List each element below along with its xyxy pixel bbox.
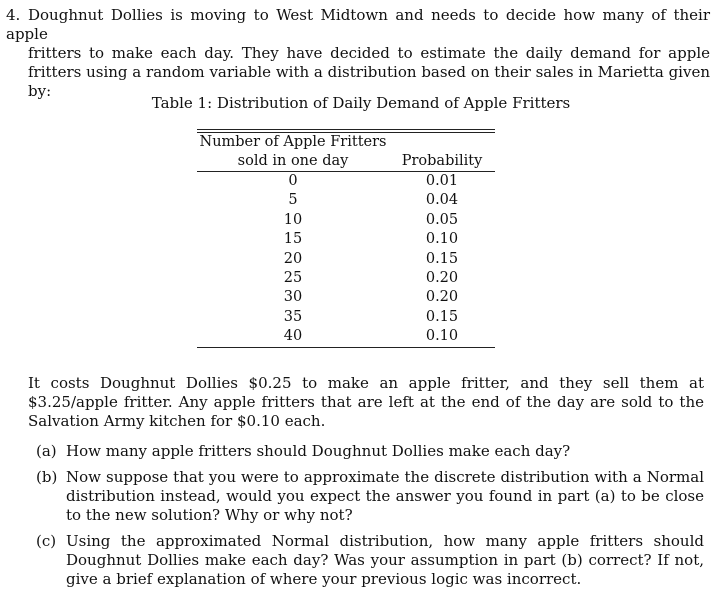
header-count-line1: Number of Apple Fritters xyxy=(199,134,387,150)
row-count: 5 xyxy=(288,192,298,209)
row-prob: 0.15 xyxy=(425,308,459,325)
row-count: 10 xyxy=(283,211,303,228)
table-caption: Table 1: Distribution of Daily Demand of Apple Fritters xyxy=(151,94,571,112)
part-c xyxy=(28,532,704,589)
table-header-row xyxy=(197,133,495,171)
problem-number: 4. xyxy=(6,6,21,24)
table-bottom-rule xyxy=(197,347,495,348)
part-a xyxy=(28,442,704,461)
part-label: (b) xyxy=(36,468,58,486)
table-row xyxy=(197,191,495,210)
row-prob: 0.01 xyxy=(425,173,459,189)
row-prob: 0.05 xyxy=(425,211,459,228)
row-prob: 0.20 xyxy=(425,289,459,306)
row-prob: 0.10 xyxy=(425,231,459,248)
table-row xyxy=(197,250,495,269)
demand-table xyxy=(197,133,495,347)
problem-first-line xyxy=(6,6,710,44)
part-text: Now suppose that you were to approximate the discrete distribution with a Normal distribution instead, would you expect the answer you found in part (a) to be close to the new solution? Why or why not? xyxy=(66,468,704,524)
row-count: 30 xyxy=(283,289,303,306)
part-text: Using the approximated Normal distribution, how many apple fritters should Doughnut Dollies make each day? Was your assumption in part (b) correct? If not, give a brief explanation of where your previous logic was incorrect. xyxy=(66,532,704,588)
problem-statement xyxy=(6,6,710,101)
table-row xyxy=(197,288,495,307)
header-count xyxy=(197,133,389,171)
part-label: (a) xyxy=(36,442,57,460)
table-row xyxy=(197,269,495,288)
header-probability: Probability xyxy=(401,153,483,169)
table-row xyxy=(197,211,495,230)
part-label: (c) xyxy=(36,532,57,550)
row-count: 15 xyxy=(283,231,303,248)
row-count: 35 xyxy=(283,308,303,325)
part-b xyxy=(28,468,704,525)
demand-table-container xyxy=(197,129,495,348)
row-count: 25 xyxy=(283,270,303,287)
table-row xyxy=(197,172,495,191)
row-prob: 0.15 xyxy=(425,250,459,267)
row-prob: 0.20 xyxy=(425,270,459,287)
table-row xyxy=(197,308,495,327)
row-count: 20 xyxy=(283,250,303,267)
question-parts xyxy=(28,442,704,596)
row-prob: 0.10 xyxy=(425,328,459,345)
table-row xyxy=(197,230,495,249)
row-count: 0 xyxy=(288,173,298,189)
cost-paragraph: It costs Doughnut Dollies $0.25 to make an apple fritter, and they sell them at $3.25/apple fritter. Any apple fritters that are left at the end of the day are sold to the Salvation Army kitchen for $0.10 each. xyxy=(28,374,704,430)
table-row xyxy=(197,327,495,346)
row-count: 40 xyxy=(283,328,303,345)
header-count-line2: sold in one day xyxy=(237,153,349,169)
problem-intro-line1: Doughnut Dollies is moving to West Midtown and needs to decide how many of their apple xyxy=(6,6,710,43)
part-text: How many apple fritters should Doughnut Dollies make each day? xyxy=(66,442,571,460)
problem-intro-rest: fritters to make each day. They have decided to estimate the daily demand for apple fritters using a random variable with a distribution based on their sales in Marietta given by: xyxy=(28,44,710,100)
row-prob: 0.04 xyxy=(425,192,459,209)
